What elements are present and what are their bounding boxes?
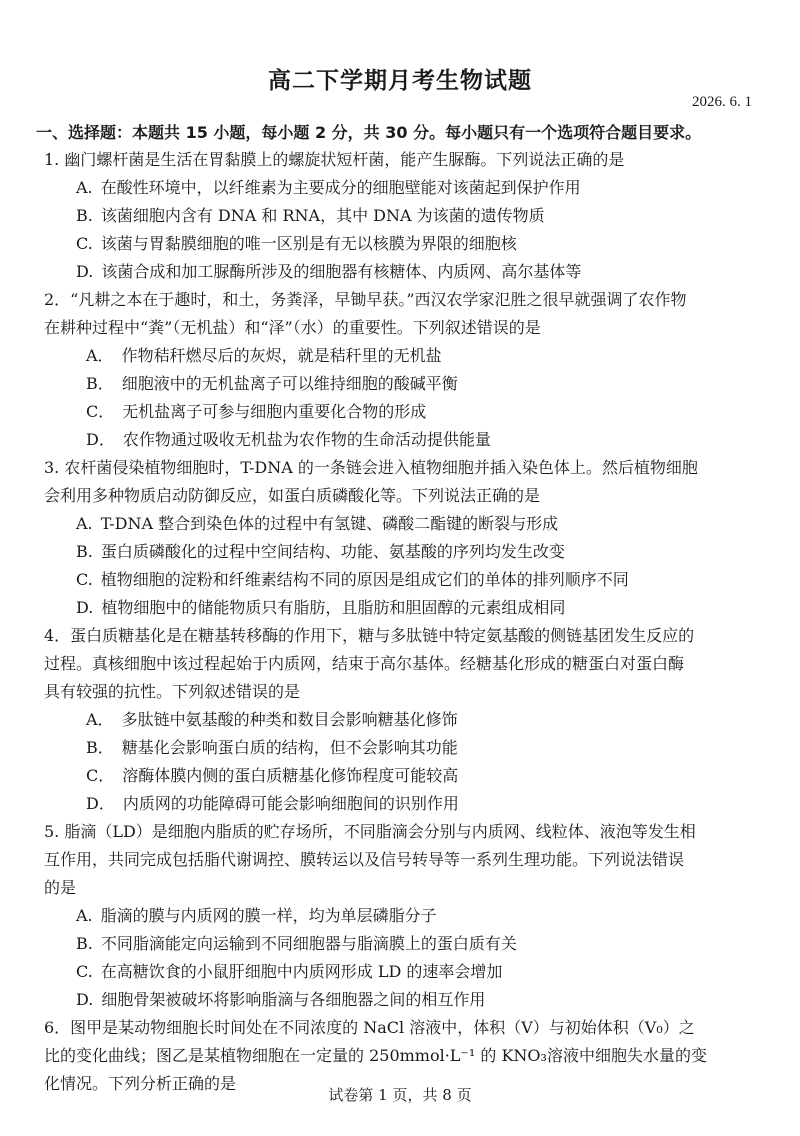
option-letter: B. [76, 542, 93, 561]
option-letter: A. [76, 178, 93, 197]
option-text: 在高糖饮食的小鼠肝细胞中内质网形成 LD 的速率会增加 [100, 962, 503, 981]
option-letter: B. [76, 206, 93, 225]
option-text: 溶酶体膜内侧的蛋白质糖基化修饰程度可能较高 [122, 766, 459, 785]
question-stem-line: 6．图甲是某动物细胞长时间处在不同浓度的 NaCl 溶液中，体积（V）与初始体积（V₀）之 [44, 1018, 695, 1037]
option-letter: B． [86, 374, 114, 393]
option-item [0, 510, 800, 538]
question-5 [44, 818, 766, 902]
option-text: 糖基化会影响蛋白质的结构，但不会影响其功能 [121, 738, 458, 757]
question-1 [44, 146, 766, 174]
option-letter: A． [86, 346, 114, 365]
option-letter: A. [76, 906, 93, 925]
question-stem-line: 过程。真核细胞中该过程起始于内质网，结束于高尔基体。经糖基化形成的糖蛋白对蛋白酶 [44, 654, 685, 673]
option-item [0, 230, 800, 258]
option-letter: D. [76, 262, 94, 281]
option-letter: B. [76, 934, 93, 953]
option-text: 该菌细胞内含有 DNA 和 RNA，其中 DNA 为该菌的遗传物质 [100, 206, 545, 225]
question-stem-line: 1. 幽门螺杆菌是生活在胃黏膜上的螺旋状短杆菌，能产生脲酶。下列说法正确的是 [44, 150, 625, 169]
option-item [0, 174, 800, 202]
option-item [0, 706, 800, 734]
question-stem-line: 2．“凡耕之本在于趣时，和土，务粪泽，早锄早获。”西汉农学家氾胜之很早就强调了农作物 [44, 290, 687, 309]
option-item [0, 762, 800, 790]
option-letter: C. [76, 234, 93, 253]
option-text: 蛋白质磷酸化的过程中空间结构、功能、氨基酸的序列均发生改变 [100, 542, 565, 561]
option-letter: D. [76, 990, 94, 1009]
option-item [0, 930, 800, 958]
option-text: 脂滴的膜与内质网的膜一样，均为单层磷脂分子 [100, 906, 437, 925]
option-text: 内质网的功能障碍可能会影响细胞间的识别作用 [122, 794, 459, 813]
option-letter: A. [76, 514, 93, 533]
option-item [0, 538, 800, 566]
option-item [0, 370, 800, 398]
option-letter: D． [86, 794, 115, 813]
question-stem-line: 5. 脂滴（LD）是细胞内脂质的贮存场所，不同脂滴会分别与内质网、线粒体、液泡等发生相 [44, 822, 696, 841]
option-text: 不同脂滴能定向运输到不同细胞器与脂滴膜上的蛋白质有关 [100, 934, 517, 953]
option-text: 植物细胞中的储能物质只有脂肪，且脂肪和胆固醇的元素组成相同 [101, 598, 566, 617]
option-text: 细胞液中的无机盐离子可以维持细胞的酸碱平衡 [121, 374, 458, 393]
option-text: 细胞骨架被破坏将影响脂滴与各细胞器之间的相互作用 [101, 990, 486, 1009]
option-text: 无机盐离子可参与细胞内重要化合物的形成 [122, 402, 427, 421]
option-letter: D． [86, 430, 115, 449]
option-text: 在酸性环境中，以纤维素为主要成分的细胞壁能对该菌起到保护作用 [100, 178, 581, 197]
option-letter: B． [86, 738, 114, 757]
option-text: 作物秸秆燃尽后的灰烬，就是秸秆里的无机盐 [121, 346, 442, 365]
question-stem-line: 在耕种过程中“粪”（无机盐）和“泽”（水）的重要性。下列叙述错误的是 [44, 318, 541, 337]
question-stem-line: 比的变化曲线；图乙是某植物细胞在一定量的 250mmol·L⁻¹ 的 KNO₃溶液中细胞失水量的变 [44, 1046, 707, 1065]
question-list [0, 146, 800, 1098]
option-item [0, 202, 800, 230]
option-letter: C. [76, 962, 93, 981]
question-4 [44, 622, 766, 706]
page-footer: 试卷第 1 页，共 8 页 [328, 1086, 472, 1104]
option-letter: D. [76, 598, 94, 617]
option-item [0, 790, 800, 818]
option-letter: A． [86, 710, 114, 729]
option-item [0, 986, 800, 1014]
question-stem-line: 会利用多种物质启动防御反应，如蛋白质磷酸化等。下列说法正确的是 [44, 486, 541, 505]
question-3 [44, 454, 766, 510]
option-text: 该菌合成和加工脲酶所涉及的细胞器有核糖体、内质网、高尔基体等 [101, 262, 582, 281]
option-text: T-DNA 整合到染色体的过程中有氢键、磷酸二酯键的断裂与形成 [100, 514, 559, 533]
question-stem-line: 具有较强的抗性。下列叙述错误的是 [44, 682, 301, 701]
option-text: 该菌与胃黏膜细胞的唯一区别是有无以核膜为界限的细胞核 [100, 234, 517, 253]
option-item [0, 734, 800, 762]
option-item [0, 258, 800, 286]
exam-date: 2026. 6. 1 [692, 94, 752, 110]
question-stem-line: 的是 [44, 878, 77, 897]
option-letter: C． [86, 766, 115, 785]
page-title: 高二下学期月考生物试题 [268, 68, 532, 94]
option-text: 农作物通过吸收无机盐为农作物的生命活动提供能量 [122, 430, 491, 449]
question-stem-line: 化情况。下列分析正确的是 [44, 1074, 237, 1093]
option-item [0, 398, 800, 426]
option-text: 多肽链中氨基酸的种类和数目会影响糖基化修饰 [121, 710, 458, 729]
question-stem-line: 4．蛋白质糖基化是在糖基转移酶的作用下，糖与多肽链中特定氨基酸的侧链基团发生反应的 [44, 626, 695, 645]
question-stem-line: 互作用，共同完成包括脂代谢调控、膜转运以及信号转导等一系列生理功能。下列说法错误 [44, 850, 685, 869]
option-item [0, 594, 800, 622]
option-item [0, 566, 800, 594]
option-item [0, 342, 800, 370]
option-letter: C. [76, 570, 93, 589]
option-text: 植物细胞的淀粉和纤维素结构不同的原因是组成它们的单体的排列顺序不同 [100, 570, 629, 589]
option-item [0, 958, 800, 986]
question-stem-line: 3. 农杆菌侵染植物细胞时，T-DNA 的一条链会进入植物细胞并插入染色体上。然后植物细胞 [44, 458, 698, 477]
question-2 [44, 286, 766, 342]
option-item [0, 902, 800, 930]
section-heading: 一、选择题：本题共 15 小题，每小题 2 分，共 30 分。每小题只有一个选项符合题目要求。 [36, 123, 702, 142]
option-item [0, 426, 800, 454]
option-letter: C． [86, 402, 115, 421]
